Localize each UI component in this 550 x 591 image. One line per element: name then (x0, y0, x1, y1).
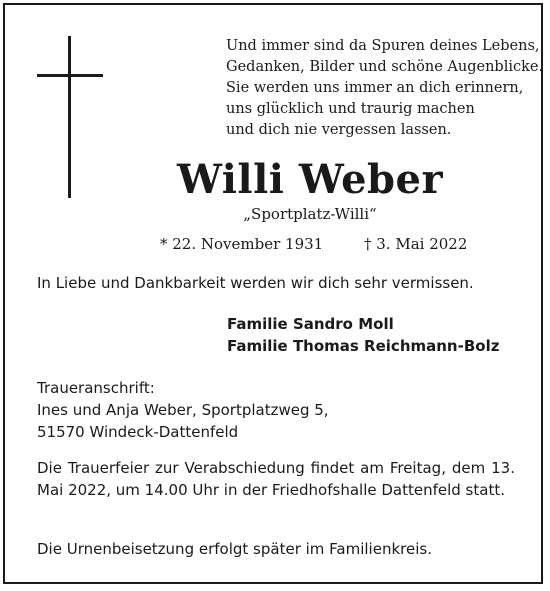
mourning-address (37, 377, 329, 443)
address-label: Traueranschrift: (37, 379, 155, 397)
poem-line: und dich nie vergessen lassen. (226, 122, 452, 138)
ceremony-text: Die Trauerfeier zur Verabschiedung findet am Freitag, dem 13. Mai 2022, um 14.00 Uhr in der Friedhofshalle Dattenfeld statt. (37, 459, 515, 499)
memorial-poem (226, 36, 544, 141)
poem-line: Sie werden uns immer an dich erinnern, (226, 80, 524, 96)
deceased-name: Willi Weber (176, 156, 444, 203)
poem-line: uns glücklich und traurig machen (226, 101, 475, 117)
poem-line: Und immer sind da Spuren deines Lebens, (226, 38, 540, 54)
address-line: Ines und Anja Weber, Sportplatzweg 5, (37, 401, 329, 419)
family-list (227, 313, 499, 357)
birth-date: * 22. November 1931 (160, 235, 324, 253)
address-line: 51570 Windeck-Dattenfeld (37, 423, 239, 441)
deceased-nickname: „Sportplatz-Willi“ (243, 205, 377, 223)
death-date: † 3. Mai 2022 (364, 235, 468, 253)
family-name: Familie Sandro Moll (227, 315, 394, 333)
urn-burial-text: Die Urnenbeisetzung erfolgt später im Familienkreis. (37, 540, 432, 558)
poem-line: Gedanken, Bilder und schöne Augenblicke. (226, 59, 544, 75)
family-name: Familie Thomas Reichmann-Bolz (227, 337, 500, 355)
cross-horizontal-bar (37, 74, 103, 77)
intro-text: In Liebe und Dankbarkeit werden wir dich sehr vermissen. (37, 274, 474, 292)
